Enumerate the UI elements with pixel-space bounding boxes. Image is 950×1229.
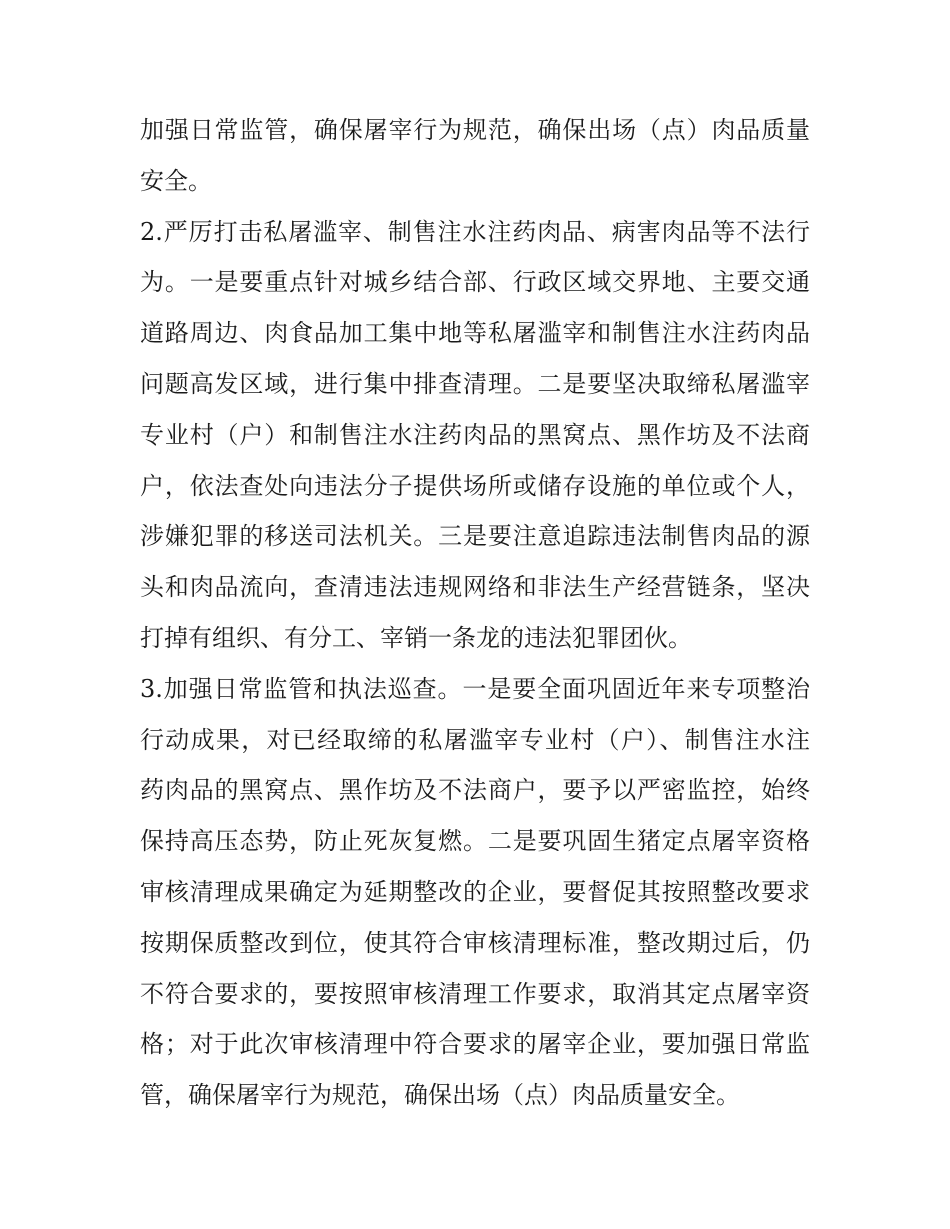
text-line: 为。一是要重点针对城乡结合部、行政区域交界地、主要交通 [140,268,810,297]
text-line: 问题高发区域，进行集中排查清理。二是要坚决取缔私屠滥宰 [140,369,810,398]
section-3-heading-line: 3.加强日常监管和执法巡查。一是要全面巩固近年来专项整治 [140,674,810,703]
text-line: 行动成果，对已经取缔的私屠滥宰专业村（户）、制售注水注 [140,725,810,754]
text-line: 按期保质整改到位，使其符合审核清理标准，整改期过后，仍 [140,928,810,957]
document-body [140,105,810,1121]
text-line: 管，确保屠宰行为规范，确保出场（点）肉品质量安全。 [140,1081,740,1110]
text-line: 审核清理成果确定为延期整改的企业，要督促其按照整改要求 [140,877,810,906]
text-line: 不符合要求的，要按照审核清理工作要求，取消其定点屠宰资 [140,979,810,1008]
text-line: 安全。 [140,166,212,195]
text-line: 保持高压态势，防止死灰复燃。二是要巩固生猪定点屠宰资格 [140,827,810,856]
section-2-heading-line: 2.严厉打击私屠滥宰、制售注水注药肉品、病害肉品等不法行 [140,217,810,246]
text-line: 户，依法查处向违法分子提供场所或储存设施的单位或个人， [140,471,810,500]
text-line: 打掉有组织、有分工、宰销一条龙的违法犯罪团伙。 [140,623,692,652]
text-line: 道路周边、肉食品加工集中地等私屠滥宰和制售注水注药肉品 [140,319,810,348]
text-line: 头和肉品流向，查清违法违规网络和非法生产经营链条，坚决 [140,573,810,602]
text-line: 涉嫌犯罪的移送司法机关。三是要注意追踪违法制售肉品的源 [140,522,810,551]
text-line: 专业村（户）和制售注水注药肉品的黑窝点、黑作坊及不法商 [140,420,810,449]
text-line: 加强日常监管，确保屠宰行为规范，确保出场（点）肉品质量 [140,116,810,144]
text-line: 格；对于此次审核清理中符合要求的屠宰企业，要加强日常监 [140,1030,810,1059]
text-line: 药肉品的黑窝点、黑作坊及不法商户，要予以严密监控，始终 [140,776,810,805]
